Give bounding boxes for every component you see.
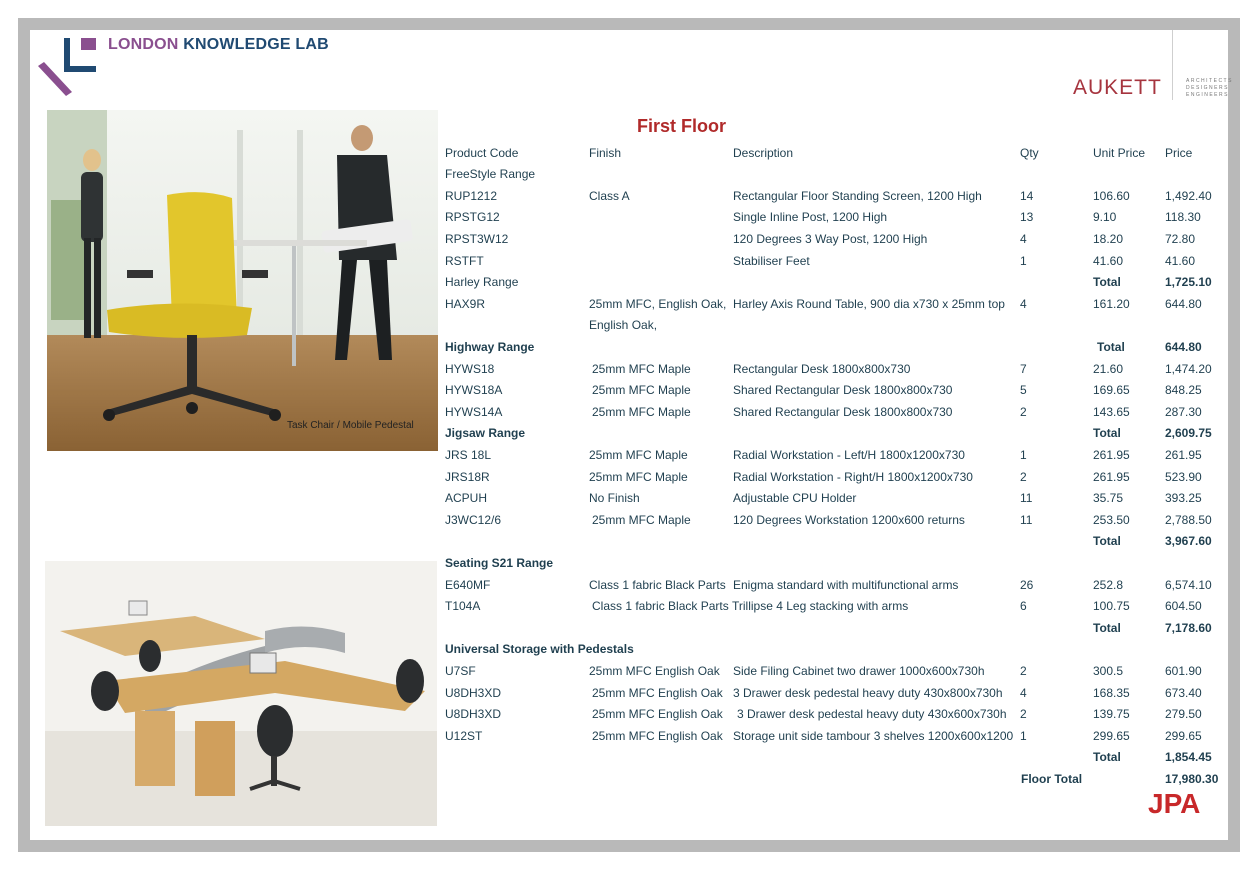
aukett-subtitle — [1186, 78, 1233, 99]
cell-qty: 13 — [1020, 210, 1034, 224]
cell-unit-price: 252.8 — [1093, 578, 1124, 592]
cell-finish: 25mm MFC English Oak — [589, 664, 720, 678]
cell-unit-price: 35.75 — [1093, 491, 1124, 505]
cell-desc: Enigma standard with multifunctional arms — [733, 578, 959, 592]
cell-unit-price: 100.75 — [1093, 599, 1130, 613]
highway-total-label: Total — [1093, 426, 1121, 440]
cell-finish: 25mm MFC English Oak — [592, 686, 723, 700]
cell-unit-price: 299.65 — [1093, 729, 1130, 743]
aukett-sub-2: DESIGNERS — [1186, 85, 1229, 91]
section-harley: Harley Range — [445, 275, 519, 289]
section-highway: Highway Range — [445, 340, 535, 354]
cell-qty: 4 — [1020, 232, 1027, 246]
logo-word-london: LONDON — [108, 36, 179, 53]
cell-price: 279.50 — [1165, 707, 1202, 721]
header-unit-price: Unit Price — [1093, 146, 1146, 160]
cell-price: 72.80 — [1165, 232, 1196, 246]
cell-desc: Rectangular Floor Standing Screen, 1200 High — [733, 189, 982, 203]
cell-finish-continued: English Oak, — [589, 318, 658, 332]
cell-desc: Storage unit side tambour 3 shelves 1200x600x1200 — [733, 729, 1014, 743]
cell-code: U12ST — [445, 729, 483, 743]
jigsaw-total: 3,967.60 — [1165, 534, 1212, 548]
cell-finish: 25mm MFC Maple — [592, 405, 691, 419]
cell-unit-price: 21.60 — [1093, 362, 1124, 376]
cell-qty: 6 — [1020, 599, 1027, 613]
cell-code: RPST3W12 — [445, 232, 509, 246]
cell-price: 287.30 — [1165, 405, 1202, 419]
cell-code: J3WC12/6 — [445, 513, 502, 527]
cell-desc: Shared Rectangular Desk 1800x800x730 — [733, 383, 953, 397]
seating-total: 7,178.60 — [1165, 621, 1212, 635]
cell-desc: Radial Workstation - Left/H 1800x1200x730 — [733, 448, 965, 462]
cell-desc: Stabiliser Feet — [733, 254, 810, 268]
cell-desc: Rectangular Desk 1800x800x730 — [733, 362, 911, 376]
seating-total-label: Total — [1093, 621, 1121, 635]
cell-qty: 7 — [1020, 362, 1027, 376]
floor-total-label: Floor Total — [1021, 772, 1083, 786]
cell-unit-price: 300.5 — [1093, 664, 1124, 678]
cell-code: T104A — [445, 599, 481, 613]
cell-code: HYWS14A — [445, 405, 503, 419]
cell-desc: Radial Workstation - Right/H 1800x1200x730 — [733, 470, 973, 484]
cell-unit-price: 41.60 — [1093, 254, 1124, 268]
cell-price: 2,788.50 — [1165, 513, 1212, 527]
cell-finish: 25mm MFC Maple — [592, 362, 691, 376]
cell-desc: Single Inline Post, 1200 High — [733, 210, 888, 224]
cell-code: HAX9R — [445, 297, 486, 311]
cell-desc: 120 Degrees Workstation 1200x600 returns — [733, 513, 965, 527]
cell-price: 118.30 — [1165, 210, 1201, 224]
cell-code: HYWS18A — [445, 383, 503, 397]
task-chair-photo — [47, 110, 438, 451]
cell-qty: 4 — [1020, 297, 1027, 311]
header-qty: Qty — [1020, 146, 1039, 160]
cell-unit-price: 18.20 — [1093, 232, 1124, 246]
cell-qty: 4 — [1020, 686, 1027, 700]
storage-total: 1,854.45 — [1165, 750, 1212, 764]
header-divider — [1172, 30, 1173, 100]
cell-unit-price: 168.35 — [1093, 686, 1130, 700]
lkl-wordmark — [108, 36, 329, 54]
harley-total: 644.80 — [1165, 340, 1202, 354]
logo-word-knowledge-lab: KNOWLEDGE LAB — [183, 36, 329, 53]
storage-total-label: Total — [1093, 750, 1121, 764]
header-product-code: Product Code — [445, 146, 519, 160]
harley-total-label: Total — [1097, 340, 1125, 354]
cell-qty: 26 — [1020, 578, 1034, 592]
cell-finish: 25mm MFC English Oak — [592, 729, 723, 743]
cell-price: 261.95 — [1165, 448, 1202, 462]
cell-finish: Class 1 fabric Black Parts — [592, 599, 729, 613]
cell-desc: Adjustable CPU Holder — [733, 491, 857, 505]
cell-desc: 3 Drawer desk pedestal heavy duty 430x800x730h — [733, 686, 1003, 700]
cell-price: 601.90 — [1165, 664, 1202, 678]
section-storage: Universal Storage with Pedestals — [445, 642, 634, 656]
cell-qty: 11 — [1020, 513, 1033, 527]
section-freestyle: FreeStyle Range — [445, 167, 536, 181]
cell-price: 673.40 — [1165, 686, 1202, 700]
cell-desc: Harley Axis Round Table, 900 dia x730 x 25mm top — [733, 297, 1005, 311]
cell-qty: 5 — [1020, 383, 1027, 397]
cell-code: JRS18R — [445, 470, 490, 484]
cell-price: 6,574.10 — [1165, 578, 1212, 592]
cell-price: 299.65 — [1165, 729, 1202, 743]
cell-code: U7SF — [445, 664, 476, 678]
cell-code: HYWS18 — [445, 362, 495, 376]
floor-total: 17,980.30 — [1165, 772, 1219, 786]
cell-finish: 25mm MFC Maple — [589, 448, 688, 462]
open-plan-desk-photo — [45, 561, 437, 826]
cell-unit-price: 139.75 — [1093, 707, 1130, 721]
freestyle-total: 1,725.10 — [1165, 275, 1212, 289]
cell-qty: 2 — [1020, 470, 1027, 484]
cell-price: 393.25 — [1165, 491, 1202, 505]
cell-qty: 14 — [1020, 189, 1034, 203]
cell-desc: 120 Degrees 3 Way Post, 1200 High — [733, 232, 928, 246]
cell-code: RSTFT — [445, 254, 484, 268]
header-price: Price — [1165, 146, 1193, 160]
cell-code: E640MF — [445, 578, 491, 592]
cell-desc: 3 Drawer desk pedestal heavy duty 430x600x730h — [737, 707, 1007, 721]
aukett-sub-1: ARCHITECTS — [1186, 78, 1233, 84]
cell-unit-price: 261.95 — [1093, 448, 1130, 462]
cell-finish: 25mm MFC Maple — [592, 383, 691, 397]
cell-qty: 1 — [1020, 254, 1027, 268]
cell-desc: Shared Rectangular Desk 1800x800x730 — [733, 405, 953, 419]
header-finish: Finish — [589, 146, 622, 160]
cell-code: ACPUH — [445, 491, 488, 505]
page-title: First Floor — [637, 116, 726, 136]
cell-unit-price: 169.65 — [1093, 383, 1130, 397]
cell-code: U8DH3XD — [445, 707, 502, 721]
cell-finish: 25mm MFC Maple — [592, 513, 691, 527]
caption-task-chair: Task Chair / Mobile Pedestal — [287, 420, 414, 431]
cell-finish: 25mm MFC, English Oak, — [589, 297, 727, 311]
highway-total: 2,609.75 — [1165, 426, 1212, 440]
cell-price: 523.90 — [1165, 470, 1202, 484]
cell-price: 41.60 — [1165, 254, 1196, 268]
section-seating: Seating S21 Range — [445, 556, 554, 570]
cell-finish: 25mm MFC English Oak — [592, 707, 723, 721]
cell-unit-price: 143.65 — [1093, 405, 1130, 419]
cell-desc: Trillipse 4 Leg stacking with arms — [732, 599, 909, 613]
jigsaw-total-label: Total — [1093, 534, 1121, 548]
cell-unit-price: 261.95 — [1093, 470, 1130, 484]
section-jigsaw: Jigsaw Range — [445, 426, 526, 440]
cell-price: 604.50 — [1165, 599, 1202, 613]
header-description: Description — [733, 146, 794, 160]
cell-finish: Class 1 fabric Black Parts — [589, 578, 726, 592]
cell-desc: Side Filing Cabinet two drawer 1000x600x730h — [733, 664, 985, 678]
cell-qty: 2 — [1020, 707, 1027, 721]
cell-qty: 1 — [1020, 448, 1027, 462]
jpa-logo: JPA — [1148, 788, 1201, 819]
cell-finish: No Finish — [589, 491, 640, 505]
cell-code: RUP1212 — [445, 189, 498, 203]
cell-price: 1,492.40 — [1165, 189, 1212, 203]
cell-price: 848.25 — [1165, 383, 1202, 397]
cell-finish: 25mm MFC Maple — [589, 470, 688, 484]
cell-qty: 2 — [1020, 405, 1027, 419]
cell-code: JRS 18L — [445, 448, 492, 462]
aukett-logo: AUKETT — [1073, 76, 1162, 99]
cell-code: RPSTG12 — [445, 210, 500, 224]
cell-qty: 2 — [1020, 664, 1027, 678]
cell-unit-price: 106.60 — [1093, 189, 1130, 203]
cell-price: 1,474.20 — [1165, 362, 1212, 376]
cell-unit-price: 9.10 — [1093, 210, 1117, 224]
aukett-sub-3: ENGINEERS — [1186, 92, 1229, 98]
cell-qty: 1 — [1020, 729, 1027, 743]
cell-price: 644.80 — [1165, 297, 1202, 311]
cell-unit-price: 161.20 — [1093, 297, 1130, 311]
cell-unit-price: 253.50 — [1093, 513, 1130, 527]
cell-code: U8DH3XD — [445, 686, 502, 700]
cell-finish: Class A — [589, 189, 630, 203]
cell-qty: 11 — [1020, 491, 1033, 505]
lkl-logo-icon — [36, 38, 98, 96]
freestyle-total-label: Total — [1093, 275, 1121, 289]
